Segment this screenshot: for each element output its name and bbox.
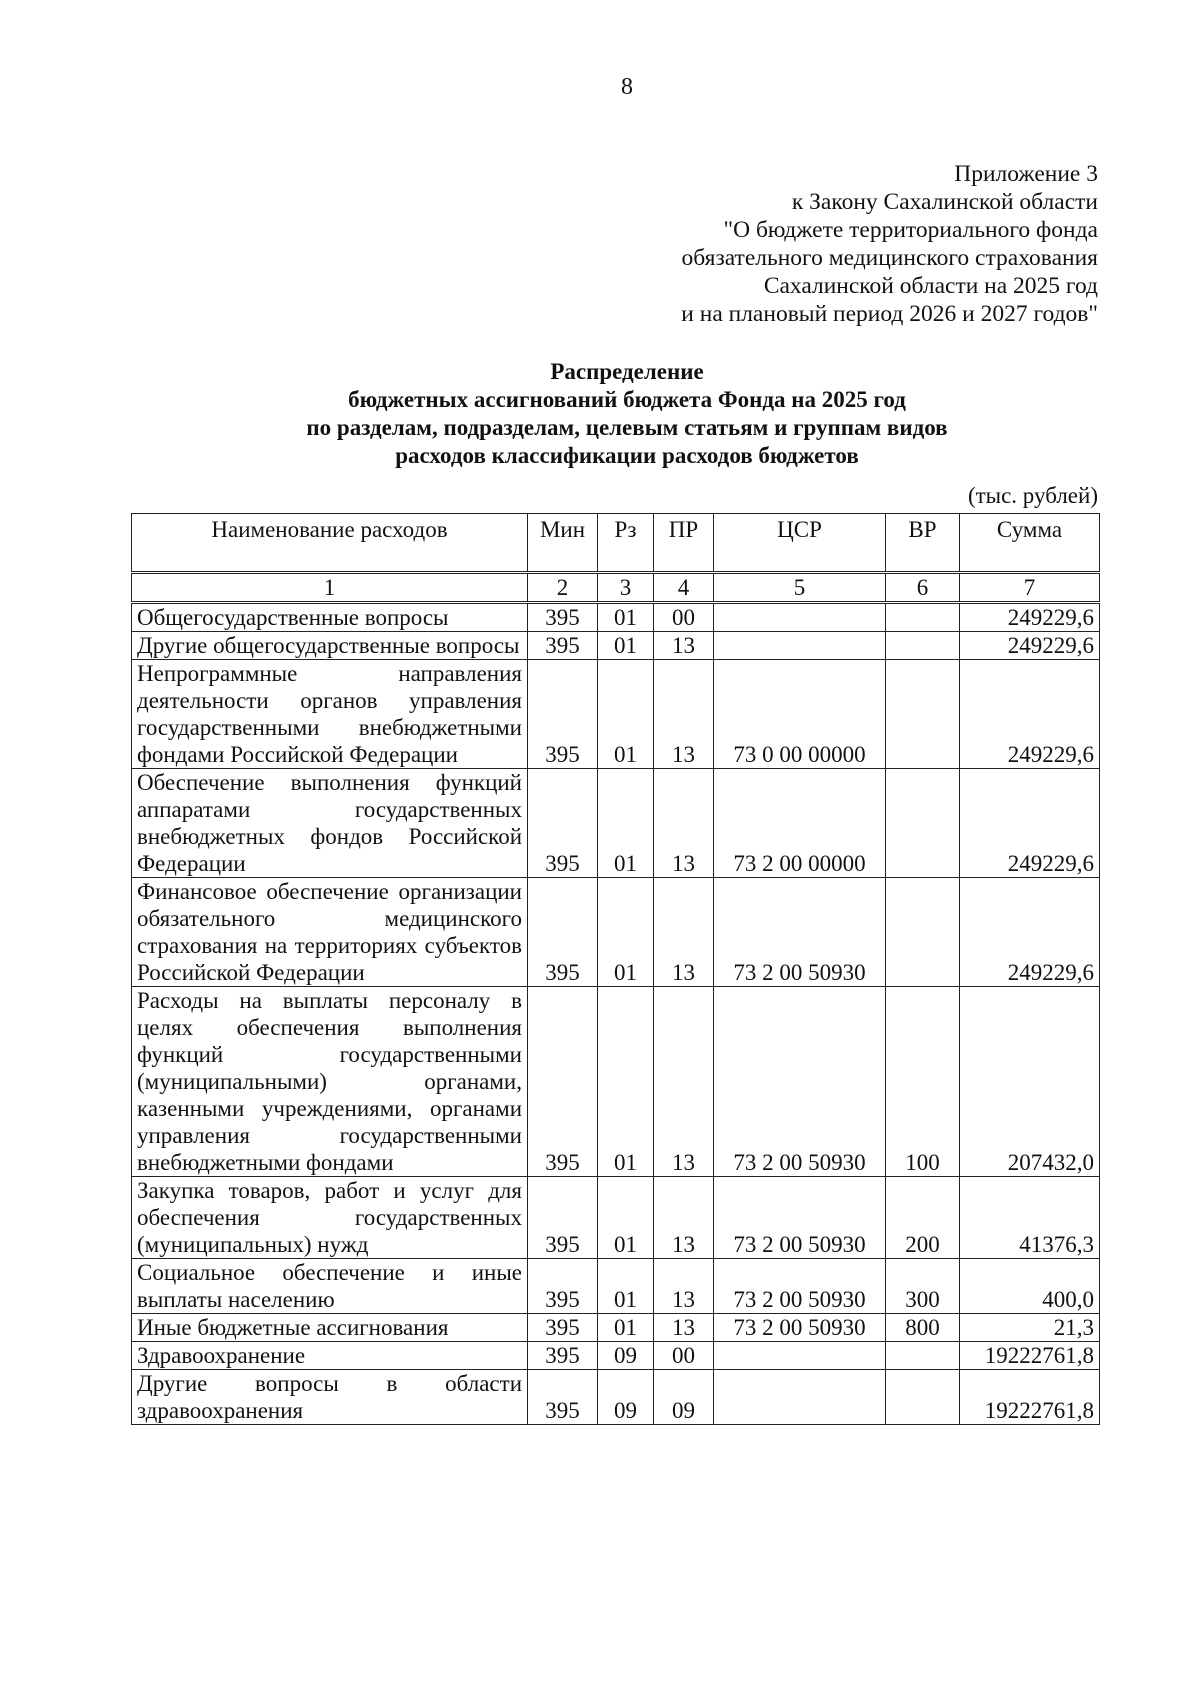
column-number: 1 [132, 573, 528, 603]
table-row [132, 1342, 1100, 1370]
column-number: 7 [960, 573, 1100, 603]
document-title [0, 358, 1200, 470]
cell-vr [886, 769, 960, 878]
cell-rz: 01 [598, 1314, 654, 1342]
cell-vr [886, 878, 960, 987]
cell-pr: 09 [654, 1370, 714, 1425]
cell-name: Другие вопросы в области здравоохранения [132, 1370, 528, 1425]
cell-rz: 09 [598, 1370, 654, 1425]
cell-min: 395 [528, 987, 598, 1177]
table-row [132, 632, 1100, 660]
cell-vr [886, 1342, 960, 1370]
cell-sum: 249229,6 [960, 603, 1100, 632]
cell-sum: 249229,6 [960, 632, 1100, 660]
annex-line: к Закону Сахалинской области [791, 189, 1098, 215]
cell-csr [714, 1342, 886, 1370]
cell-vr [886, 632, 960, 660]
annex-line: и на плановый период 2026 и 2027 годов" [681, 301, 1098, 327]
cell-pr: 00 [654, 1342, 714, 1370]
column-number: 3 [598, 573, 654, 603]
cell-min: 395 [528, 1370, 598, 1425]
cell-rz: 01 [598, 632, 654, 660]
cell-name: Расходы на выплаты персоналу в целях обеспечения выполнения функций государственными (муниципальными) органами, казенными учреждениями, органами управления государственными внебюджетными фондами [132, 987, 528, 1177]
table-row [132, 660, 1100, 769]
header-row [132, 514, 1100, 573]
cell-vr [886, 1370, 960, 1425]
header-min: Мин [528, 514, 598, 573]
cell-min: 395 [528, 1259, 598, 1314]
table-row [132, 987, 1100, 1177]
cell-csr: 73 2 00 50930 [714, 1177, 886, 1259]
cell-csr: 73 2 00 50930 [714, 987, 886, 1177]
title-line: Распределение [550, 359, 704, 384]
cell-pr: 00 [654, 603, 714, 632]
cell-name: Другие общегосударственные вопросы [132, 632, 528, 660]
cell-sum: 249229,6 [960, 769, 1100, 878]
cell-csr: 73 2 00 50930 [714, 1314, 886, 1342]
cell-name: Общегосударственные вопросы [132, 603, 528, 632]
header-pr: ПР [654, 514, 714, 573]
cell-sum: 207432,0 [960, 987, 1100, 1177]
title-line: расходов классификации расходов бюджетов [395, 443, 859, 468]
cell-name: Непрограммные направления деятельности органов управления государственными внебюджетными фондами Российской Федерации [132, 660, 528, 769]
header-vr: ВР [886, 514, 960, 573]
table-row [132, 769, 1100, 878]
cell-rz: 01 [598, 987, 654, 1177]
cell-sum: 249229,6 [960, 878, 1100, 987]
header-name: Наименование расходов [132, 514, 528, 573]
units-label: (тыс. рублей) [967, 483, 1098, 508]
cell-pr: 13 [654, 878, 714, 987]
cell-pr: 13 [654, 660, 714, 769]
cell-csr: 73 0 00 00000 [714, 660, 886, 769]
cell-vr [886, 603, 960, 632]
column-number: 6 [886, 573, 960, 603]
cell-name: Обеспечение выполнения функций аппаратами государственных внебюджетных фондов Российской Федерации [132, 769, 528, 878]
cell-rz: 01 [598, 660, 654, 769]
cell-sum: 400,0 [960, 1259, 1100, 1314]
header-rz: Рз [598, 514, 654, 573]
annex-reference [681, 160, 1098, 328]
cell-pr: 13 [654, 1314, 714, 1342]
cell-name: Финансовое обеспечение организации обязательного медицинского страхования на территориях субъектов Российской Федерации [132, 878, 528, 987]
title-line: по разделам, подразделам, целевым статьям и группам видов [306, 415, 948, 440]
cell-min: 395 [528, 1177, 598, 1259]
cell-rz: 01 [598, 1177, 654, 1259]
title-line: бюджетных ассигнований бюджета Фонда на 2025 год [348, 387, 906, 412]
cell-csr [714, 632, 886, 660]
cell-min: 395 [528, 1314, 598, 1342]
column-number: 4 [654, 573, 714, 603]
cell-rz: 09 [598, 1342, 654, 1370]
cell-name: Иные бюджетные ассигнования [132, 1314, 528, 1342]
column-number: 5 [714, 573, 886, 603]
cell-min: 395 [528, 660, 598, 769]
cell-csr [714, 603, 886, 632]
cell-pr: 13 [654, 1259, 714, 1314]
cell-vr: 200 [886, 1177, 960, 1259]
cell-sum: 249229,6 [960, 660, 1100, 769]
page-number: 8 [621, 74, 633, 100]
cell-sum: 41376,3 [960, 1177, 1100, 1259]
table-row [132, 1314, 1100, 1342]
cell-pr: 13 [654, 632, 714, 660]
column-number: 2 [528, 573, 598, 603]
annex-line: Приложение 3 [954, 161, 1098, 187]
cell-csr: 73 2 00 50930 [714, 878, 886, 987]
table-row [132, 1177, 1100, 1259]
annex-line: Сахалинской области на 2025 год [763, 273, 1098, 299]
cell-min: 395 [528, 1342, 598, 1370]
annex-line: "О бюджете территориального фонда [723, 217, 1098, 243]
cell-pr: 13 [654, 769, 714, 878]
cell-sum: 19222761,8 [960, 1370, 1100, 1425]
cell-sum: 19222761,8 [960, 1342, 1100, 1370]
cell-csr: 73 2 00 50930 [714, 1259, 886, 1314]
table-row [132, 1259, 1100, 1314]
header-sum: Сумма [960, 514, 1100, 573]
budget-table [131, 513, 1100, 1425]
header-csr: ЦСР [714, 514, 886, 573]
cell-vr: 100 [886, 987, 960, 1177]
cell-vr: 800 [886, 1314, 960, 1342]
cell-sum: 21,3 [960, 1314, 1100, 1342]
cell-min: 395 [528, 632, 598, 660]
cell-min: 395 [528, 769, 598, 878]
cell-pr: 13 [654, 1177, 714, 1259]
table-row [132, 878, 1100, 987]
cell-name: Здравоохранение [132, 1342, 528, 1370]
cell-csr [714, 1370, 886, 1425]
table-row [132, 603, 1100, 632]
cell-min: 395 [528, 603, 598, 632]
table-row [132, 1370, 1100, 1425]
column-number-row [132, 573, 1100, 603]
annex-line: обязательного медицинского страхования [681, 245, 1098, 271]
cell-rz: 01 [598, 603, 654, 632]
cell-rz: 01 [598, 769, 654, 878]
cell-min: 395 [528, 878, 598, 987]
cell-vr [886, 660, 960, 769]
cell-name: Социальное обеспечение и иные выплаты населению [132, 1259, 528, 1314]
cell-rz: 01 [598, 1259, 654, 1314]
cell-vr: 300 [886, 1259, 960, 1314]
cell-pr: 13 [654, 987, 714, 1177]
cell-csr: 73 2 00 00000 [714, 769, 886, 878]
cell-name: Закупка товаров, работ и услуг для обеспечения государственных (муниципальных) нужд [132, 1177, 528, 1259]
cell-rz: 01 [598, 878, 654, 987]
